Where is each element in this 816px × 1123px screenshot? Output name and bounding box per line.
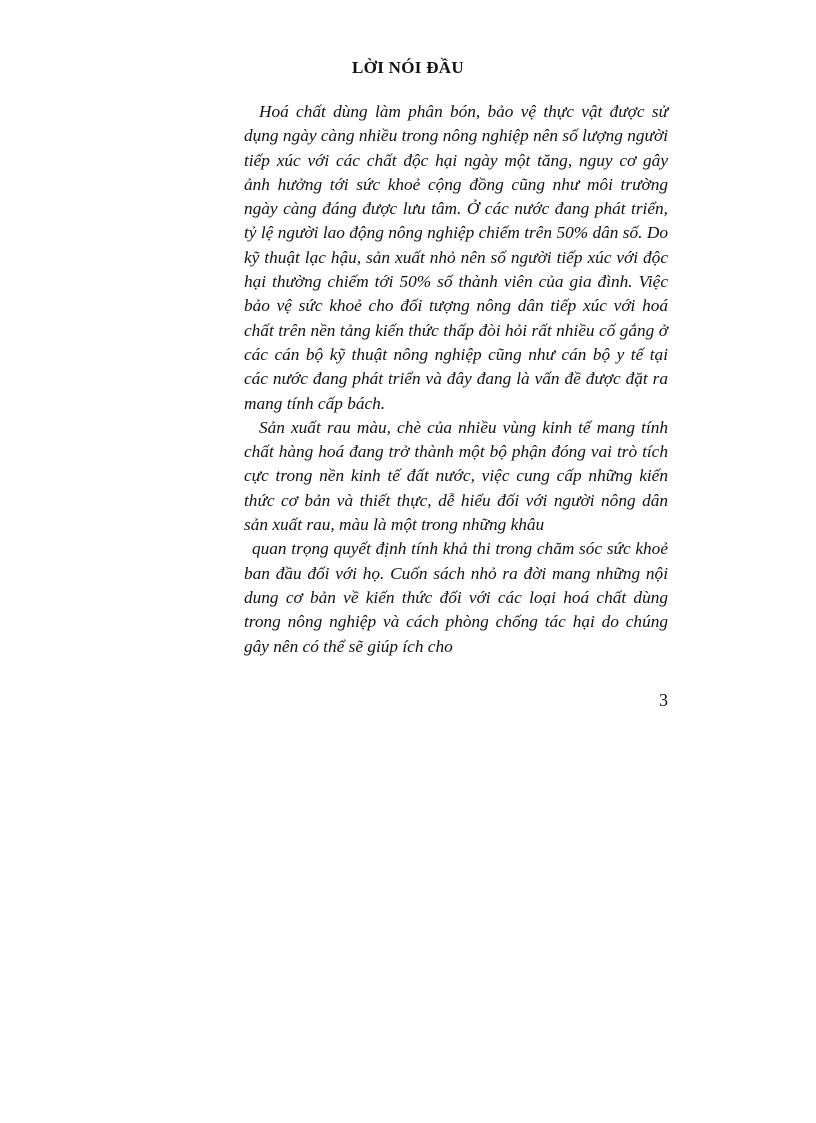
paragraph-2: Sản xuất rau màu, chè của nhiều vùng kinh tế mang tính chất hàng hoá đang trở thành một bộ phận đóng vai trò tích cực trong nền kinh tế đất nước, việc cung cấp những kiến thức cơ bản và thiết thực, dễ hiểu đối với người nông dân sản xuất rau, màu là một trong những khâu xyxy=(244,417,668,535)
paragraph-3: quan trọng quyết định tính khả thi trong chăm sóc sức khoẻ ban đầu đối với họ. Cuốn sách nhỏ ra đời mang những nội dung cơ bản về kiến thức đối với các loại hoá chất dùng trong nông nghiệp và cách phòng chống tác hại do chúng gây nên có thể sẽ giúp ích cho xyxy=(244,539,668,656)
body-text xyxy=(244,100,668,659)
page-number: 3 xyxy=(659,690,668,710)
page-title: LỜI NÓI ĐẦU xyxy=(352,58,464,77)
paragraph-1: Hoá chất dùng làm phân bón, bảo vệ thực vật được sử dụng ngày càng nhiều trong nông nghiệp nên số lượng người tiếp xúc với các chất độc hại ngày một tăng, nguy cơ gây ảnh hưởng tới sức khoẻ cộng đồng cũng như môi trường ngày càng đáng được lưu tâm. Ở các nước đang phát triển, tỷ lệ người lao động nông nghiệp chiếm trên 50% dân số. Do kỹ thuật lạc hậu, sản xuất nhỏ nên số người tiếp xúc với độc hại thường chiếm tới 50% số thành viên của gia đình. Việc bảo vệ sức khoẻ cho đối tượng nông dân tiếp xúc với hoá chất trên nền tảng kiến thức thấp đòi hỏi rất nhiều cố gắng ở các cán bộ kỹ thuật nông nghiệp cũng như cán bộ y tế tại các nước đang phát triển và đây đang là vấn đề được đặt ra mang tính cấp bách. xyxy=(244,102,668,413)
